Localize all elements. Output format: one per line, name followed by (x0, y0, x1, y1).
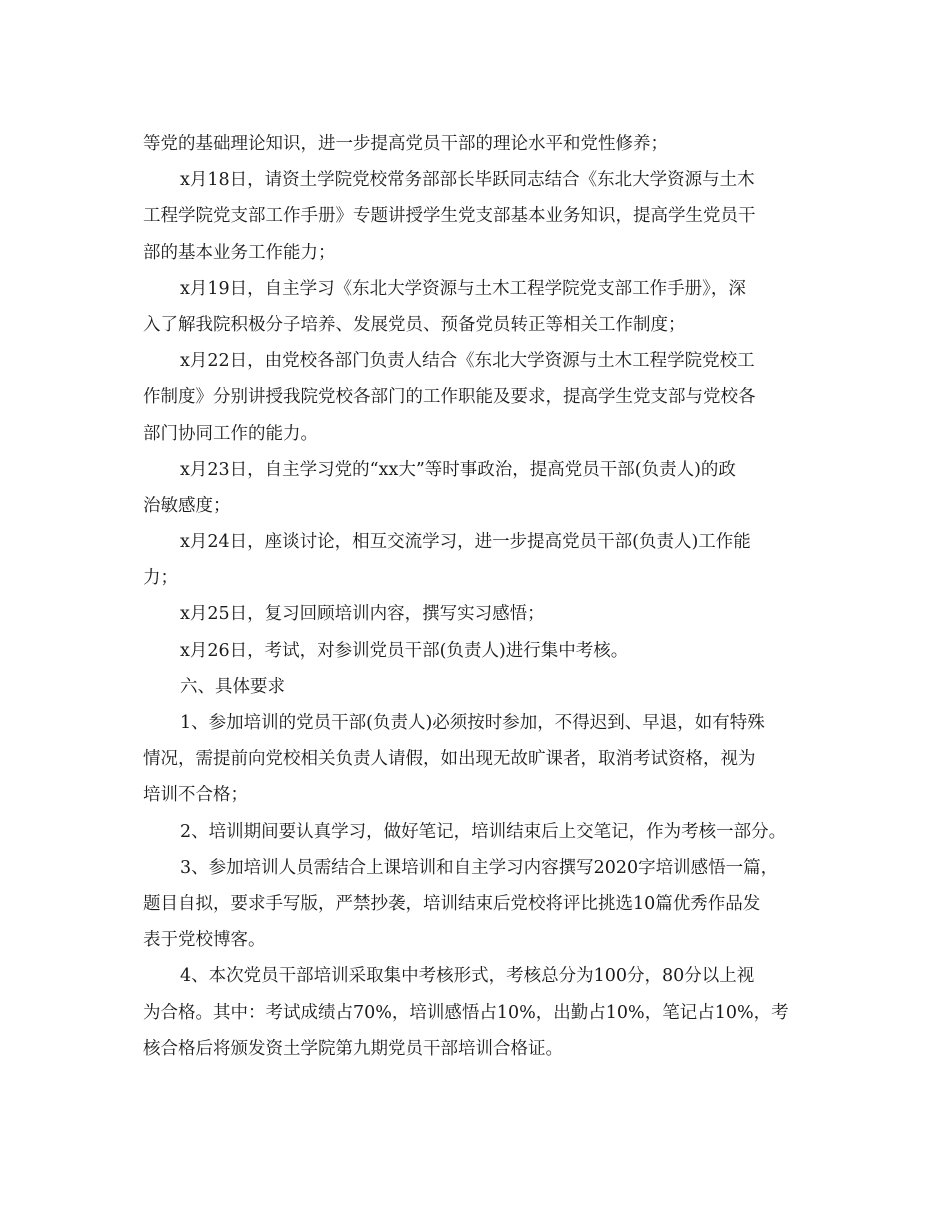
text-line: x月23日，自主学习党的“xx大”等时事政治，提高党员干部(负责人)的政 (180, 459, 736, 480)
text-line: 等党的基础理论知识，进一步提高党员干部的理论水平和党性修养； (143, 134, 668, 154)
text-line: 培训不合格； (143, 785, 248, 806)
text-line: x月26日，考试，对参训党员干部(负责人)进行集中考核。 (180, 640, 629, 661)
text-line: x月22日，由党校各部门负责人结合《东北大学资源与土木工程学院党校工 (180, 351, 755, 372)
text-line: x月24日，座谈讨论，相互交流学习，进一步提高党员干部(负责人)工作能 (180, 532, 751, 553)
text-line: x月18日，请资土学院党校常务部部长毕跃同志结合《东北大学资源与土木 (180, 170, 755, 191)
text-line: 3、参加培训人员需结合上课培训和自主学习内容撰写2020字培训感悟一篇， (180, 857, 779, 878)
text-line: 2、培训期间要认真学习，做好笔记，培训结束后上交笔记，作为考核一部分。 (180, 821, 787, 842)
text-line: 为合格。其中：考试成绩占70%，培训感悟占10%，出勤占10%，笔记占10%，考 (143, 1002, 789, 1023)
text-line: 部的基本业务工作能力； (143, 242, 336, 263)
text-line: 表于党校博客。 (143, 930, 266, 951)
text-line: 题目自拟，要求手写版，严禁抄袭，培训结束后党校将评比挑选10篇优秀作品发 (143, 893, 761, 914)
document-body (143, 126, 809, 1067)
text-line: 1、参加培训的党员干部(负责人)必须按时参加，不得迟到、早退，如有特殊 (180, 713, 765, 733)
text-line: x月19日，自主学习《东北大学资源与土木工程学院党支部工作手册》，深 (180, 278, 746, 299)
text-line: 情况，需提前向党校相关负责人请假，如出现无故旷课者，取消考试资格，视为 (143, 749, 756, 770)
text-line: 4、本次党员干部培训采取集中考核形式，考核总分为100分，80分以上视 (180, 966, 755, 987)
section-heading: 六、具体要求 (180, 676, 285, 697)
text-line: 核合格后将颁发资土学院第九期党员干部培训合格证。 (143, 1038, 563, 1059)
text-line: 作制度》分别讲授我院党校各部门的工作职能及要求，提高学生党支部与党校各 (143, 387, 756, 408)
text-line: 工程学院党支部工作手册》专题讲授学生党支部基本业务知识，提高学生党员干 (143, 206, 756, 227)
text-line: 入了解我院积极分子培养、发展党员、预备党员转正等相关工作制度； (143, 314, 686, 335)
text-line: 力； (143, 568, 178, 589)
text-line: 治敏感度； (143, 495, 231, 516)
text-line: 部门协同工作的能力。 (143, 423, 318, 444)
text-line: x月25日，复习回顾培训内容，撰写实习感悟； (180, 604, 545, 625)
